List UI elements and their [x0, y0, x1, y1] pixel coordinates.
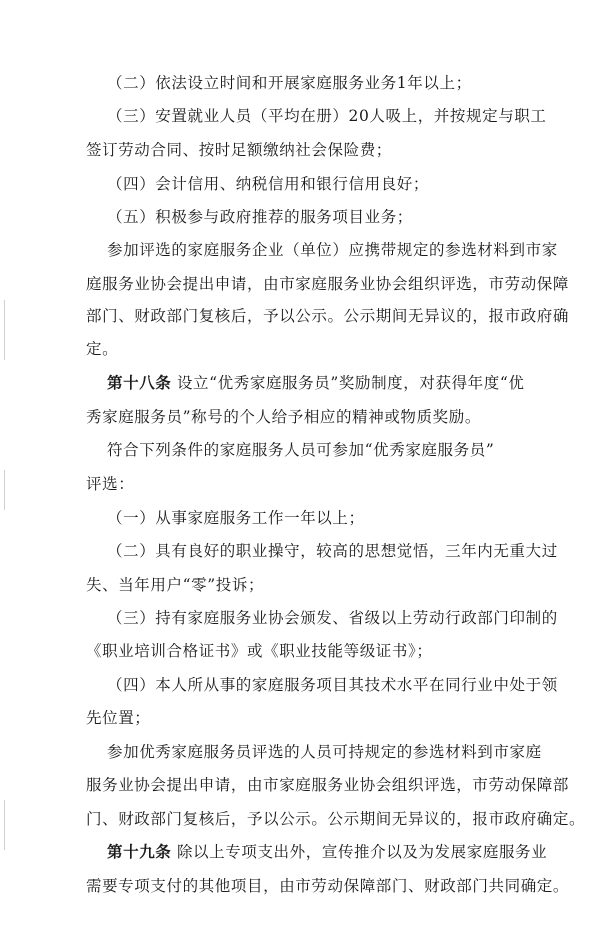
line-text: 需要专项支付的其他项目，由市劳动保障部门、财政部门共同确定。	[86, 877, 570, 895]
scan-edge-mark	[4, 800, 5, 850]
text-line	[86, 809, 585, 829]
text-line	[86, 339, 118, 359]
line-text: 先位置；	[86, 709, 151, 727]
text-line	[107, 608, 558, 628]
line-text: 秀家庭服务员”称号的个人给予相应的精神或物质奖励。	[86, 408, 481, 426]
line-text: 设立“优秀家庭服务员”奖励制度，对获得年度“优	[176, 374, 525, 392]
text-line	[86, 775, 569, 795]
text-line	[107, 842, 547, 862]
text-line	[86, 140, 392, 160]
line-text: （三）持有家庭服务业协会颁发、省级以上劳动行政部门印制的	[107, 609, 558, 627]
scan-edge-mark	[4, 470, 5, 510]
line-text: 除以上专项支出外，宣传推介以及为发展家庭服务业	[176, 843, 548, 861]
line-text: 参加优秀家庭服务员评选的人员可持规定的参选材料到市家庭	[107, 743, 542, 761]
line-text: （四）会计信用、纳税信用和银行信用良好；	[107, 175, 430, 193]
text-line	[107, 373, 525, 393]
text-line	[86, 876, 569, 896]
line-text: 部门、财政部门复核后，予以公示。公示期间无异议的，报市政府确	[86, 307, 570, 325]
line-text: 门、财政部门复核后，予以公示。公示期间无异议的，报市政府确定。	[86, 810, 586, 828]
text-line	[107, 541, 558, 561]
line-text: 《职业培训合格证书》或《职业技能等级证书》；	[86, 642, 433, 660]
text-line	[86, 708, 150, 728]
text-line	[107, 508, 365, 528]
line-text: （二）具有良好的职业操守，较高的思想觉悟，三年内无重大过	[107, 542, 558, 560]
line-text: 评选：	[86, 475, 135, 493]
text-line	[107, 675, 558, 695]
text-line	[86, 407, 481, 427]
text-line	[107, 440, 494, 460]
text-line	[86, 306, 569, 326]
line-text: 符合下列条件的家庭服务人员可参加“优秀家庭服务员”	[107, 441, 495, 459]
line-text: （一）从事家庭服务工作一年以上；	[107, 509, 365, 527]
text-line	[107, 240, 558, 260]
text-line	[107, 106, 547, 126]
text-line	[107, 207, 413, 227]
scan-edge-mark	[4, 300, 5, 360]
text-line	[86, 641, 432, 661]
line-text: 参加评选的家庭服务企业（单位）应携带规定的参选材料到市家	[107, 241, 558, 259]
text-line	[86, 274, 569, 294]
text-line	[107, 174, 429, 194]
article-number: 第十九条	[107, 842, 172, 861]
line-text: 失、当年用户“零”投诉；	[86, 576, 265, 594]
line-text: 定。	[86, 340, 119, 358]
line-text: 庭服务业协会提出申请，由市家庭服务业协会组织评选，市劳动保障	[86, 275, 570, 293]
line-text: 签订劳动合同、按时足额缴纳社会保险费；	[86, 141, 392, 159]
line-text: （二）依法设立时间和开展家庭服务业务1年以上；	[107, 74, 472, 92]
line-text: （四）本人所从事的家庭服务项目其技术水平在同行业中处于领	[107, 676, 558, 694]
line-text: （五）积极参与政府推荐的服务项目业务；	[107, 208, 413, 226]
line-text: （三）安置就业人员（平均在册）20人吸上，并按规定与职工	[107, 107, 547, 125]
text-line	[86, 474, 134, 494]
text-line	[107, 742, 542, 762]
article-number: 第十八条	[107, 373, 172, 392]
text-line	[107, 73, 472, 93]
text-line	[86, 575, 264, 595]
line-text: 服务业协会提出申请，由市家庭服务业协会组织评选，市劳动保障部	[86, 776, 570, 794]
